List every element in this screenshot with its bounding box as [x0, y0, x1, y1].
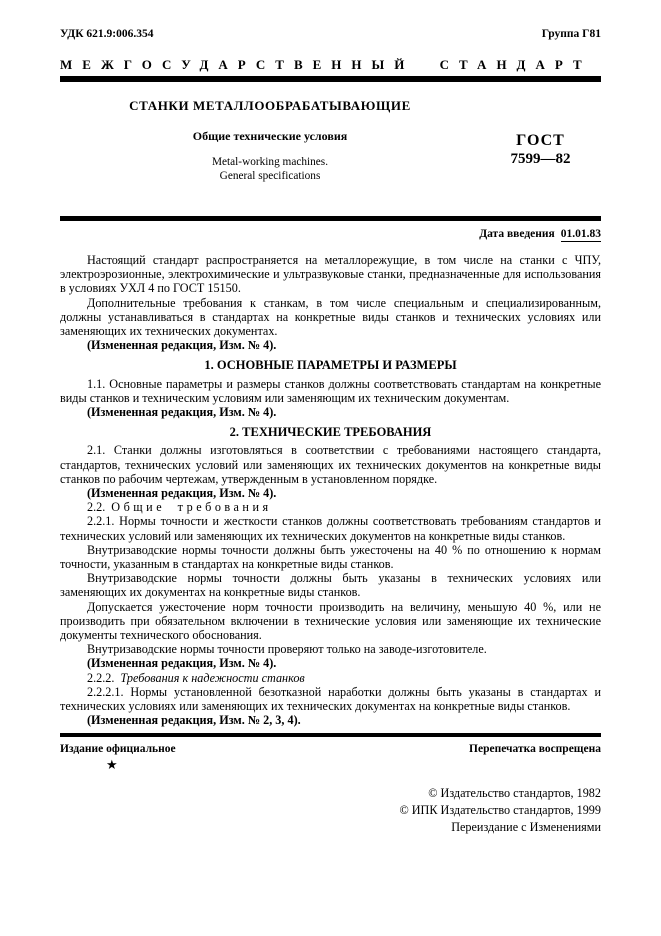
paragraph-2-1: 2.1. Станки должны изготовляться в соответствии с требованиями настоящего стандарта, стандартов, технических условий или заменяющих их технических документов на конкретные виды станков по рабочим чертежам, утвержденным в установленном порядке. [60, 443, 601, 486]
amendment-note: (Измененная редакция, Изм. № 4). [87, 656, 277, 671]
gost-designation [480, 98, 601, 183]
paragraph-norms-2: Внутризаводские нормы точности должны быть указаны в технических условиях или заменяющих их документах на конкретные виды станков. [60, 571, 601, 600]
footer-notices [60, 743, 601, 755]
subsection-number: 2.2.2. [87, 670, 115, 685]
effective-date-line [60, 228, 601, 240]
star-line [60, 757, 601, 773]
amendment-note: (Измененная редакция, Изм. № 4). [87, 405, 277, 420]
title-english [60, 155, 480, 183]
gost-number: 7599—82 [510, 151, 571, 167]
title-en-line2: General specifications [219, 170, 321, 182]
amendment-note: (Измененная редакция, Изм. № 4). [87, 338, 277, 353]
document-body [60, 253, 601, 728]
subsection-label: Общие требования [111, 500, 272, 515]
subsection-label: Требования к надежности станков [120, 670, 305, 685]
reissue-note: Переиздание с Изменениями [451, 820, 601, 834]
reprint-notice: Перепечатка воспрещена [469, 743, 601, 755]
meta-row [60, 28, 601, 40]
paragraph-1-1: 1.1. Основные параметры и размеры станков должны соответствовать стандартам на конкретные виды станков и техническим условиям или заменяющим их техническим документам. [60, 376, 601, 405]
paragraph-2-2-2-1: 2.2.2.1. Нормы установленной безотказной наработки должны быть указаны в стандартах и технических условиях или заменяющих их технических документах на конкретные виды станков. [60, 684, 601, 714]
copyright-line-1: © Издательство стандартов, 1982 [428, 786, 601, 800]
document-subtitle: Общие технические условия [192, 129, 348, 143]
date-value: 01.01.83 [560, 228, 601, 240]
page-footer [60, 733, 601, 836]
banner-divider [60, 76, 601, 82]
udk-code: УДК 621.9:006.354 [60, 28, 154, 40]
title-section [60, 98, 601, 183]
paragraph-norms-4: Внутризаводские нормы точности проверяют только на заводе-изготовителе. [87, 642, 487, 657]
footer-divider [60, 733, 601, 737]
paragraph-scope-1: Настоящий стандарт распространяется на металлорежущие, в том числе на станки с ЧПУ, электроэрозионные, электрохимические и ультразвуковые станки, предназначенные для использования в условиях УХЛ 4 по ГОСТ 15150. [60, 253, 601, 296]
section-heading-1: 1. ОСНОВНЫЕ ПАРАМЕТРЫ И РАЗМЕРЫ [204, 358, 457, 373]
copyright-line-2: © ИПК Издательство стандартов, 1999 [399, 803, 601, 817]
paragraph-scope-2: Дополнительные требования к станкам, в том числе специальным и специализированным, должны устанавливаться в стандартах на конкретные виды станков и технических условиях или заменяющих их технических документах. [60, 295, 601, 339]
star-icon: ★ [106, 757, 118, 772]
amendment-note: (Измененная редакция, Изм. № 4). [87, 486, 277, 501]
gost-label: ГОСТ [516, 132, 565, 149]
group-code: Группа Г81 [541, 28, 601, 40]
title-block [60, 98, 480, 183]
document-title: СТАНКИ МЕТАЛЛООБРАБАТЫВАЮЩИЕ [129, 98, 411, 113]
copyright-block [60, 785, 601, 836]
amendment-note: (Измененная редакция, Изм. № 2, 3, 4). [87, 713, 301, 728]
subsection-2-2 [60, 500, 601, 514]
date-label: Дата введения [479, 228, 555, 240]
header-divider [60, 216, 601, 221]
paragraph-norms-1: Внутризаводские нормы точности должны быть ужесточены на 40 % по отношению к нормам точности, указанным в стандартах на конкретные виды станков. [60, 542, 601, 572]
subsection-number: 2.2. [87, 500, 106, 515]
standard-type-banner: МЕЖГОСУДАРСТВЕННЫЙ СТАНДАРТ [60, 57, 592, 72]
paragraph-norms-3: Допускается ужесточение норм точности производить на величину, меньшую 40 %, или не производить при обязательном включении в технические условия или заменяющие их технические документы технического обоснования. [60, 599, 601, 643]
title-en-line1: Metal-working machines. [211, 156, 329, 168]
section-heading-2: 2. ТЕХНИЧЕСКИЕ ТРЕБОВАНИЯ [229, 425, 432, 440]
official-edition-label: Издание официальное [60, 743, 176, 755]
paragraph-2-2-1: 2.2.1. Нормы точности и жесткости станков должны соответствовать требованиям стандартов и технических условий или заменяющих их технических документов на конкретные виды станков. [60, 514, 601, 543]
subsection-2-2-2 [60, 671, 601, 685]
